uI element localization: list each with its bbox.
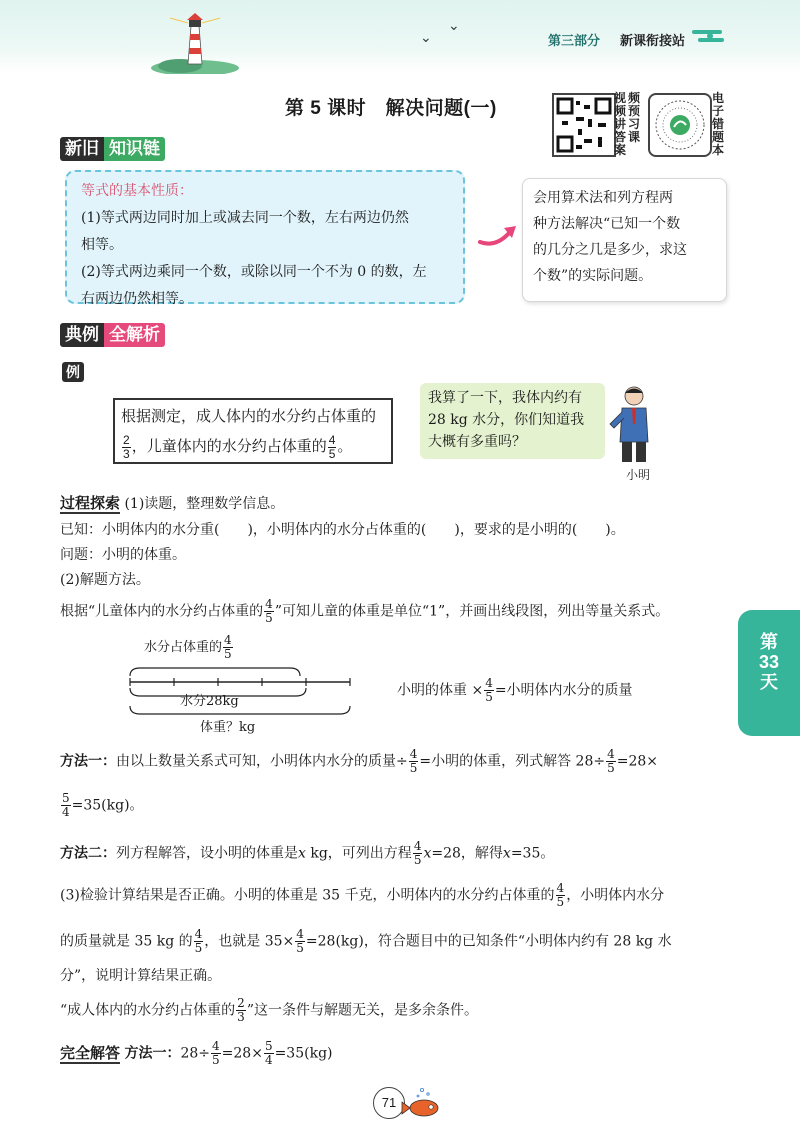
goal-line: 会用算术法和列方程两 [533,190,673,206]
section-tag-example [60,323,165,347]
process-head: 过程探索 [60,495,121,512]
speech-line: 我算了一下，我体内约有 [428,390,582,406]
speech-line: 28 kg 水分，你们知道我 [428,412,585,428]
fraction-four-fifths: $\frac{4}{5}$ [296,927,304,955]
step-3-line-a: (3)检验计算结果是否正确。小明的体重是 35 千克，小明体内的水分约占体重的 $\frac{4}{5}$ ，小明体内水分 [60,881,665,909]
goal-line: 种方法解决“已知一个数 [533,216,681,232]
answer-line: 完全解答 方法一：28÷ $\frac{4}{5}$ =28× $\frac{5}{4}$ =35(kg) [60,1039,333,1067]
fraction-four-fifths: $\frac{4}{5}$ [328,432,336,461]
bird-icon: ⌄ [420,30,432,46]
tag-part-b: 全解析 [104,323,165,347]
method-2-line: 方法二：列方程解答，设小明的体重是x kg，可列出方程 $\frac{4}{5}$ x=28，解得x=35。 [60,839,555,867]
qr-error-book-label: 电子错题本 [712,91,725,157]
example-problem-box [113,398,393,464]
qr-code-icon[interactable] [648,93,712,157]
student-figure-icon [608,384,660,464]
step-2: (2)解题方法。 [60,572,150,588]
fraction-four-fifths: $\frac{4}{5}$ [194,927,203,955]
problem-line-1: 根据测定，成人体内的水分约占体重的 [121,408,377,425]
brand-logo-icon [690,24,730,48]
tag-part-a: 典例 [60,323,104,347]
fraction-four-fifths: $\frac{4}{5}$ [212,1039,220,1067]
day-tab-number: 33 [758,652,780,672]
knowledge-box [65,170,465,307]
qr-preview-label: 频预习课 [628,91,641,144]
lesson-title: 第 5 课时 解决问题(一) [285,98,497,119]
step-3-line-c: 分”，说明计算结果正确。 [60,968,222,984]
tag-part-b: 知识链 [104,137,165,161]
qr-code-icon[interactable] [552,93,616,157]
bird-icon: ⌄ [448,18,460,34]
part-name: 新课衔接站 [620,33,686,48]
lighthouse-icon [150,8,240,74]
submarine-fish-icon [400,1084,444,1120]
speech-line: 大概有多重吗？ [428,434,526,450]
learning-goal-box [522,178,727,302]
fraction-five-fourths: $\frac{5}{4}$ [62,791,70,819]
goal-line: 个数”的实际问题。 [533,268,653,284]
rule-2-line-a: (2)等式两边乘同一个数，或除以同一个不为 0 的数，左 [81,264,427,280]
fraction-four-fifths: $\frac{4}{5}$ [607,747,615,775]
fraction-four-fifths: $\frac{4}{5}$ [556,881,565,909]
relation-equation: 小明的体重 × $\frac{4}{5}$ =小明体内水分的质量 [397,676,633,704]
fraction-two-thirds: $\frac{2}{3}$ [123,432,130,461]
rule-1-line-b: 相等。 [81,237,123,253]
section-tag-knowledge-chain [60,137,165,161]
fraction-four-fifths: $\frac{4}{5}$ [265,597,273,625]
knowledge-box-title: 等式的基本性质： [81,183,193,199]
speaker-name: 小明 [626,468,651,482]
diagram-label-water: 水分28kg [180,694,239,709]
day-side-tab[interactable] [738,610,800,736]
fraction-five-fourths: $\frac{5}{4}$ [264,1039,273,1067]
segment-diagram [120,632,360,736]
day-tab-line: 天 [760,672,778,692]
rule-2-line-b: 右两边仍然相等。 [81,291,193,307]
diagram-label-ratio: 水分占体重的 $\frac{4}{5}$ [144,633,232,661]
qr-video-label: 视频讲答案 [614,91,627,157]
diagram-label-weight: 体重？kg [200,720,256,735]
fraction-four-fifths: $\frac{4}{5}$ [413,839,422,867]
arrow-right-icon [478,222,520,248]
fraction-four-fifths: $\frac{4}{5}$ [409,747,418,775]
answer-head: 完全解答 [60,1044,121,1062]
part-label: 第三部分 [548,33,601,48]
day-tab-line: 第 [760,632,778,652]
known-line: 已知：小明体内的水分重( )，小明体内的水分占体重的( )，要求的是小明的( )。 [60,522,625,538]
tag-part-a: 新旧 [60,137,104,161]
extra-condition-line: “成人体内的水分约占体重的 $\frac{2}{3}$ ”这一条件与解题无关，是多余条件。 [60,996,478,1024]
method-1-line-a: 方法一：由以上数量关系式可知，小明体内水分的质量÷ $\frac{4}{5}$ =小明的体重，列式解答 28÷ $\frac{4}{5}$ =28× [60,747,659,775]
problem-line-2: $\frac{2}{3}$ ，儿童体内的水分约占体重的 $\frac{4}{5}$ 。 [123,432,353,461]
fraction-two-thirds: $\frac{2}{3}$ [237,996,245,1024]
question-line: 问题：小明的体重。 [60,547,186,563]
step-1: (1)读题，整理数学信息。 [124,496,285,512]
page-number: 71 [373,1087,405,1119]
rule-1-line-a: (1)等式两边同时加上或减去同一个数，左右两边仍然 [81,210,409,226]
goal-line: 的几分之几是多少，求这 [533,242,687,258]
process-line [60,492,284,513]
step-3-line-b: 的质量就是 35 kg 的 $\frac{4}{5}$ ，也就是 35× $\frac{4}{5}$ =28(kg)，符合题目中的已知条件“小明体内约有 28 kg 水 [60,927,672,955]
example-label: 例 [62,362,84,382]
fraction-four-fifths: $\frac{4}{5}$ [485,676,493,704]
basis-line: 根据“儿童体内的水分约占体重的 $\frac{4}{5}$ ”可知儿童的体重是单位“1”，并画出线段图，列出等量关系式。 [60,597,670,625]
fraction-four-fifths: $\frac{4}{5}$ [224,633,232,661]
speech-bubble [420,383,605,459]
method-1-line-b: $\frac{5}{4}$ =35(kg)。 [62,791,144,819]
